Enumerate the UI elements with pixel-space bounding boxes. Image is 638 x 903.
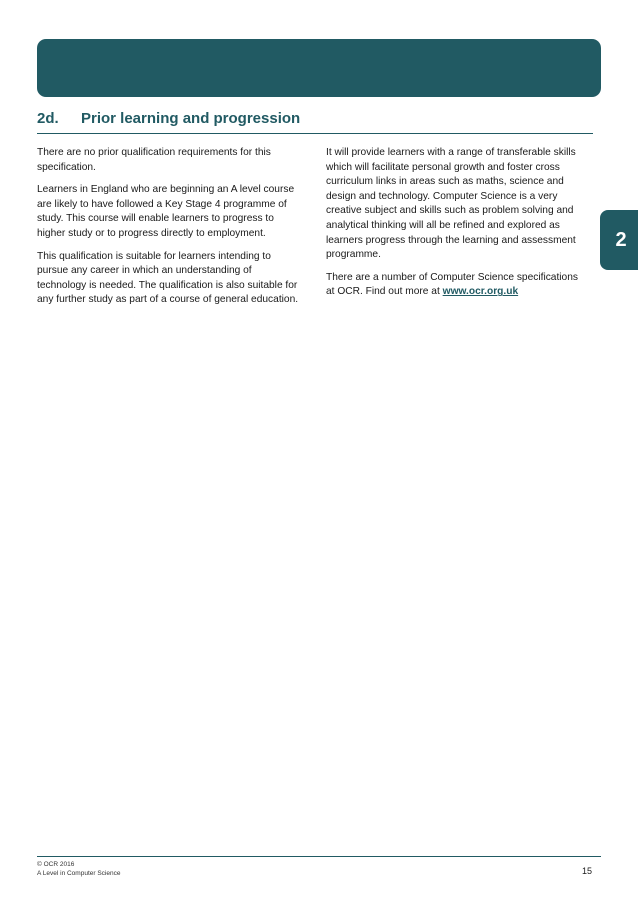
footer-divider (37, 856, 601, 857)
right-column (326, 146, 588, 308)
footer-document-name: A Level in Computer Science (37, 870, 121, 877)
footer-info (37, 860, 120, 878)
heading-divider (37, 133, 593, 134)
paragraph-qualification-suitable: This qualification is suitable for learners intending to pursue any career in which an understanding of technology is needed. The qualification is also suitable for any further study as part of a course of general education. (37, 250, 299, 306)
ocr-website-link[interactable]: www.ocr.org.uk (442, 286, 519, 298)
left-column (37, 146, 299, 316)
paragraph-learners-england: Learners in England who are beginning an A level course are likely to have followed a Key Stage 4 programme of study. This course will enable learners to progress to higher study or to progress directly to employment. (37, 184, 295, 239)
paragraph-transferable-skills: It will provide learners with a range of transferable skills which will facilitate personal growth and foster cross curriculum links in areas such as maths, science and design and technology. Computer Science is a very creative subject and skills such as problem solving and analytical thinking will all be refined and explored as learners progress through the learning and assessment programme. (326, 147, 576, 261)
footer-copyright: © OCR 2016 (37, 861, 75, 868)
section-heading (37, 110, 593, 127)
section-title: Prior learning and progression (81, 110, 301, 127)
header-banner (37, 39, 601, 97)
page-number: 15 (581, 866, 592, 876)
paragraph-ocr-specifications (326, 271, 588, 300)
section-tab: 2 (600, 210, 638, 270)
paragraph-prior-qualifications: There are no prior qualification requirements for this specification. (37, 147, 271, 173)
section-number: 2d. (37, 110, 59, 127)
ocr-specifications-text: There are a number of Computer Science specifications at OCR. Find out more at (326, 271, 578, 298)
